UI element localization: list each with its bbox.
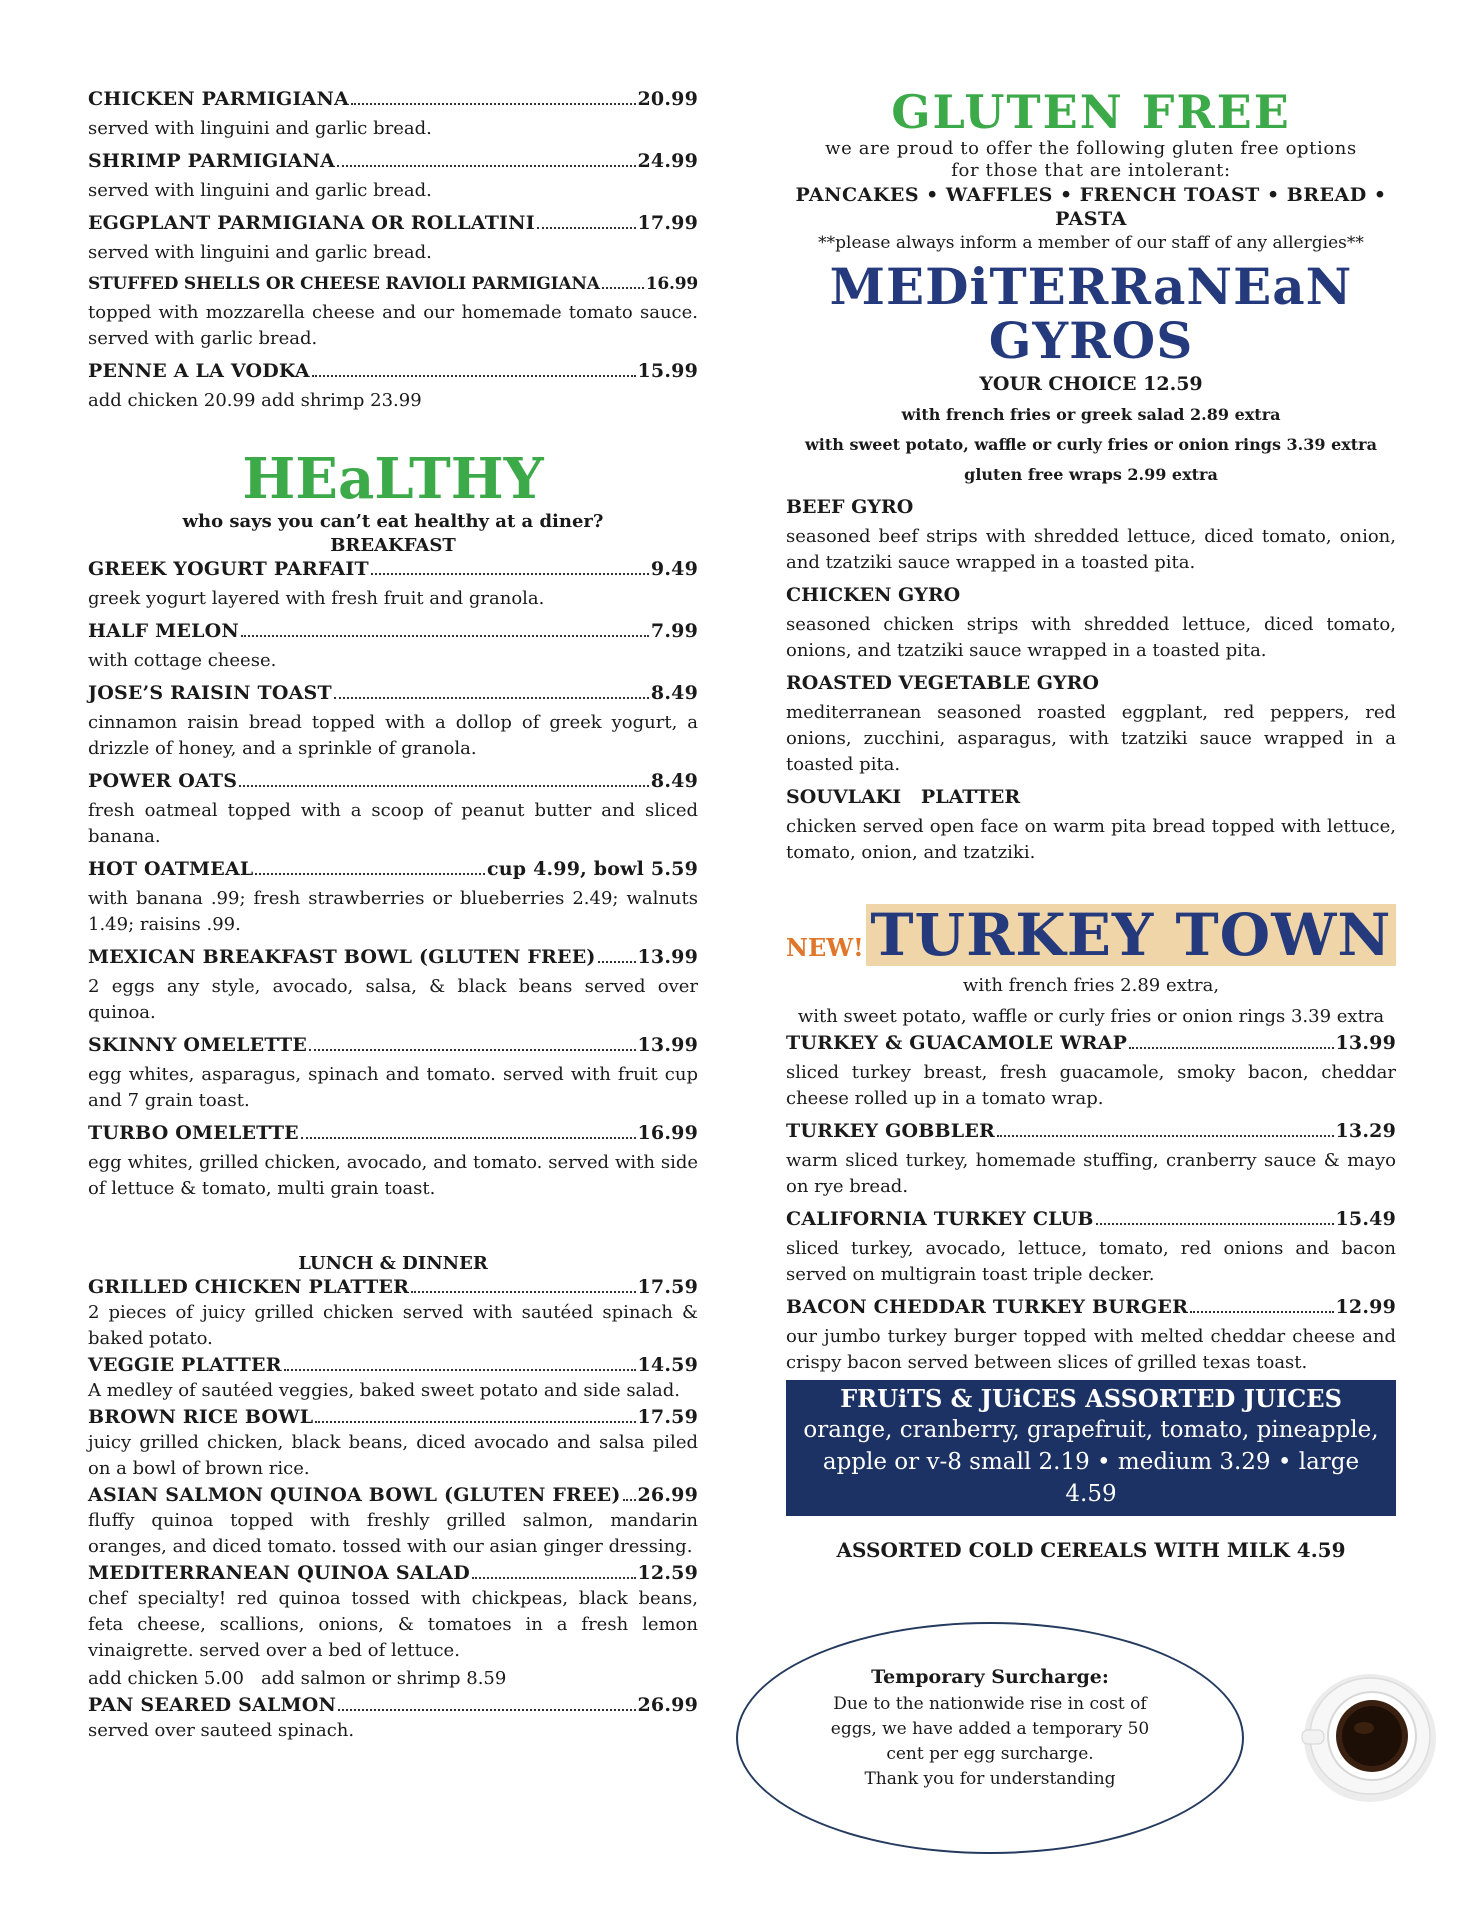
item-price: 26.99	[637, 1694, 698, 1716]
gyros-note3: gluten free wraps 2.99 extra	[964, 465, 1218, 484]
item-desc: 2 pieces of juicy grilled chicken served with sautéed spinach & baked potato.	[88, 1302, 698, 1349]
item-price: 14.59	[637, 1354, 698, 1376]
item-desc: topped with mozzarella cheese and our homemade tomato sauce. served with garlic bread.	[88, 302, 698, 349]
item-price: 12.99	[1335, 1296, 1396, 1318]
item-desc: warm sliced turkey, homemade stuffing, cranberry sauce & mayo on rye bread.	[786, 1150, 1396, 1197]
gyros-note1: with french fries or greek salad 2.89 extra	[901, 405, 1281, 424]
juices-box	[786, 1380, 1396, 1516]
surcharge-title: Temporary Surcharge:	[871, 1666, 1109, 1688]
juices-title: FRUiTS & JUiCES ASSORTED JUICES	[840, 1384, 1342, 1413]
menu-item	[88, 682, 698, 762]
menu-item	[88, 1562, 698, 1692]
item-price: 12.59	[637, 1562, 698, 1584]
menu-item	[88, 1406, 698, 1482]
item-desc: egg whites, grilled chicken, avocado, and tomato. served with side of lettuce & tomato, multi grain toast.	[88, 1152, 698, 1199]
item-price: 20.99	[637, 88, 698, 110]
item-name: TURKEY & GUACAMOLE WRAP	[786, 1032, 1128, 1054]
item-name: GREEK YOGURT PARFAIT	[88, 558, 369, 580]
juices-line1: orange, cranberry, grapefruit, tomato, pineapple,	[803, 1417, 1379, 1443]
healthy-tagline: who says you can’t eat healthy at a diner?	[182, 511, 604, 532]
menu-item	[88, 858, 698, 938]
menu-item	[88, 212, 698, 266]
item-desc: with cottage cheese.	[88, 650, 277, 671]
item-price: 17.59	[637, 1276, 698, 1298]
menu-item	[88, 946, 698, 1026]
item-price: 13.99	[637, 946, 698, 968]
item-desc: chef specialty! red quinoa tossed with chickpeas, black beans, feta cheese, scallions, onions, & tomatoes in a fresh lemon vinaigrette. served over a bed of lettuce.	[88, 1588, 698, 1661]
item-name: BACON CHEDDAR TURKEY BURGER	[786, 1296, 1189, 1318]
gyros-choice: YOUR CHOICE 12.59	[979, 373, 1203, 395]
menu-item	[88, 1034, 698, 1114]
item-name: POWER OATS	[88, 770, 238, 792]
item-name: CHICKEN GYRO	[786, 584, 961, 606]
gluten-free-line1: we are proud to offer the following gluten free options	[825, 138, 1357, 159]
gluten-free-line2: for those that are intolerant:	[951, 160, 1231, 181]
item-price: cup 4.99, bowl 5.59	[486, 858, 698, 880]
cereal-line: ASSORTED COLD CEREALS WITH MILK 4.59	[836, 1538, 1346, 1562]
allergy-note: **please always inform a member of our staff of any allergies**	[818, 233, 1364, 253]
surcharge-notice	[736, 1622, 1244, 1854]
menu-item	[786, 1296, 1396, 1376]
item-desc: chicken served open face on warm pita bread topped with lettuce, tomato, onion, and tzatziki.	[786, 816, 1396, 863]
item-price: 7.99	[650, 620, 698, 642]
item-price: 26.99	[637, 1484, 698, 1506]
menu-item	[88, 1276, 698, 1352]
menu-item	[786, 584, 1396, 664]
menu-item	[88, 558, 698, 612]
item-price: 13.29	[1335, 1120, 1396, 1142]
item-desc: cinnamon raisin bread topped with a dollop of greek yogurt, a drizzle of honey, and a sprinkle of granola.	[88, 712, 698, 759]
lunch-label: LUNCH & DINNER	[298, 1253, 488, 1274]
menu-item	[88, 360, 698, 414]
item-price: 17.59	[637, 1406, 698, 1428]
menu-item	[88, 88, 698, 142]
gluten-free-options2: PASTA	[1055, 208, 1127, 230]
item-name: ROASTED VEGETABLE GYRO	[786, 672, 1099, 694]
item-desc: sliced turkey, avocado, lettuce, tomato, red onions and bacon served on multigrain toast triple decker.	[786, 1238, 1396, 1285]
item-price: 16.99	[637, 1122, 698, 1144]
item-price: 13.99	[637, 1034, 698, 1056]
item-desc: juicy grilled chicken, black beans, diced avocado and salsa piled on a bowl of brown rice.	[88, 1432, 698, 1479]
item-desc: our jumbo turkey burger topped with melted cheddar cheese and crispy bacon served between slices of grilled texas toast.	[786, 1326, 1396, 1373]
item-name: CALIFORNIA TURKEY CLUB	[786, 1208, 1094, 1230]
item-desc: served over sauteed spinach.	[88, 1720, 355, 1741]
item-name: ASIAN SALMON QUINOA BOWL (GLUTEN FREE)	[88, 1484, 621, 1506]
item-price: 17.99	[637, 212, 698, 234]
healthy-title: HEaLTHY	[242, 446, 544, 512]
item-extra: add chicken 5.00 add salmon or shrimp 8.59	[88, 1668, 507, 1689]
item-name: HOT OATMEAL	[88, 858, 254, 880]
item-price: 8.49	[650, 770, 698, 792]
item-price: 24.99	[637, 150, 698, 172]
gyros-title-line1: MEDiTERRaNEaN	[829, 257, 1353, 316]
menu-item	[786, 786, 1396, 866]
item-desc: A medley of sautéed veggies, baked sweet potato and side salad.	[88, 1380, 681, 1401]
item-price: 8.49	[650, 682, 698, 704]
item-name: TURKEY GOBBLER	[786, 1120, 995, 1142]
menu-item	[786, 1208, 1396, 1288]
gyros-note2: with sweet potato, waffle or curly fries or onion rings 3.39 extra	[805, 435, 1377, 454]
item-desc: with banana .99; fresh strawberries or blueberries 2.49; walnuts 1.49; raisins .99.	[88, 888, 698, 935]
item-desc: served with linguini and garlic bread.	[88, 118, 432, 139]
item-name: EGGPLANT PARMIGIANA OR ROLLATINI	[88, 212, 535, 234]
turkey-title: TURKEY TOWN	[866, 904, 1396, 966]
item-name: MEDITERRANEAN QUINOA SALAD	[88, 1562, 470, 1584]
gluten-free-title: GLUTEN FREE	[891, 85, 1291, 139]
item-name: SOUVLAKI PLATTER	[786, 786, 1021, 808]
item-desc: egg whites, asparagus, spinach and tomato. served with fruit cup and 7 grain toast.	[88, 1064, 698, 1111]
item-desc: greek yogurt layered with fresh fruit and granola.	[88, 588, 545, 609]
item-name: VEGGIE PLATTER	[88, 1354, 282, 1376]
item-name: TURBO OMELETTE	[88, 1122, 299, 1144]
turkey-section	[786, 901, 1396, 1376]
new-badge: NEW!	[786, 933, 864, 962]
menu-item	[786, 1032, 1396, 1112]
item-price: 13.99	[1335, 1032, 1396, 1054]
item-name: GRILLED CHICKEN PLATTER	[88, 1276, 410, 1298]
juices-line2: apple or v-8 small 2.19 • medium 3.29 • large 4.59	[822, 1449, 1360, 1507]
coffee-cup-icon	[1298, 1664, 1438, 1804]
item-name: CHICKEN PARMIGIANA	[88, 88, 349, 110]
gluten-free-section	[786, 86, 1396, 256]
turkey-note2: with sweet potato, waffle or curly fries or onion rings 3.39 extra	[797, 1006, 1385, 1027]
gluten-free-options: PANCAKES • WAFFLES • FRENCH TOAST • BREAD •	[795, 184, 1387, 206]
item-desc: fresh oatmeal topped with a scoop of peanut butter and sliced banana.	[88, 800, 698, 847]
item-price: 9.49	[650, 558, 698, 580]
item-price: 16.99	[645, 274, 698, 294]
menu-item	[88, 770, 698, 850]
item-desc: seasoned chicken strips with shredded lettuce, diced tomato, onions, and tzatziki sauce wrapped in a toasted pita.	[786, 614, 1396, 661]
menu-item	[88, 1122, 698, 1202]
menu-item	[88, 1694, 698, 1744]
item-name: SKINNY OMELETTE	[88, 1034, 308, 1056]
menu-item	[786, 1120, 1396, 1200]
item-desc: seasoned beef strips with shredded lettuce, diced tomato, onion, and tzatziki sauce wrapped in a toasted pita.	[786, 526, 1396, 573]
item-name: MEXICAN BREAKFAST BOWL (GLUTEN FREE)	[88, 946, 596, 968]
menu-item	[88, 274, 698, 352]
item-name: BROWN RICE BOWL	[88, 1406, 314, 1428]
surcharge-thanks: Thank you for understanding	[864, 1769, 1116, 1789]
left-column	[88, 88, 698, 1746]
breakfast-label: BREAKFAST	[330, 535, 456, 556]
item-desc: sliced turkey breast, fresh guacamole, smoky bacon, cheddar cheese rolled up in a tomato wrap.	[786, 1062, 1396, 1109]
item-desc: add chicken 20.99 add shrimp 23.99	[88, 390, 422, 411]
menu-item	[88, 1354, 698, 1404]
item-name: BEEF GYRO	[786, 496, 914, 518]
right-column	[786, 86, 1396, 1562]
healthy-section	[88, 448, 698, 1744]
menu-item	[88, 620, 698, 674]
pasta-section	[88, 88, 698, 414]
menu-item	[786, 672, 1396, 778]
gyros-section	[786, 257, 1396, 866]
item-desc: mediterranean seasoned roasted eggplant, red peppers, red onions, zucchini, asparagus, with tzatziki sauce wrapped in a toasted pita.	[786, 702, 1396, 775]
item-name: PENNE A LA VODKA	[88, 360, 310, 382]
item-price: 15.99	[637, 360, 698, 382]
menu-item	[88, 150, 698, 204]
item-desc: 2 eggs any style, avocado, salsa, & black beans served over quinoa.	[88, 976, 698, 1023]
item-desc: served with linguini and garlic bread.	[88, 180, 432, 201]
turkey-note1: with french fries 2.89 extra,	[962, 975, 1220, 996]
menu-item	[88, 1484, 698, 1560]
item-desc: fluffy quinoa topped with freshly grilled salmon, mandarin oranges, and diced tomato. tossed with our asian ginger dressing.	[88, 1510, 698, 1557]
surcharge-body: Due to the nationwide rise in cost of eggs, we have added a temporary 50 cent per egg surcharge.	[830, 1694, 1150, 1764]
item-price: 15.49	[1335, 1208, 1396, 1230]
item-name: SHRIMP PARMIGIANA	[88, 150, 336, 172]
turkey-header	[786, 901, 1396, 969]
menu-item	[786, 496, 1396, 576]
item-desc: served with linguini and garlic bread.	[88, 242, 432, 263]
item-name: HALF MELON	[88, 620, 239, 642]
item-name: JOSE’S RAISIN TOAST	[88, 682, 332, 704]
item-name: PAN SEARED SALMON	[88, 1694, 337, 1716]
item-name: STUFFED SHELLS OR CHEESE RAVIOLI PARMIGIANA	[88, 274, 600, 294]
gyros-title-line2: GYROS	[988, 311, 1194, 370]
